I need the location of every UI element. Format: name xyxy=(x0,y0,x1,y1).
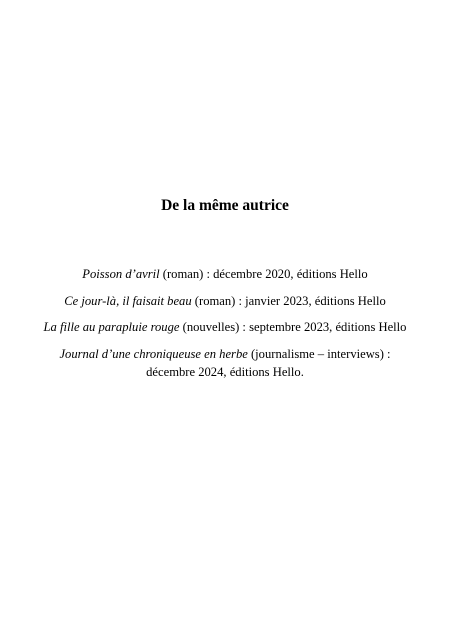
book-details: (roman) : décembre 2020, éditions Hello xyxy=(159,267,368,281)
page-heading: De la même autrice xyxy=(161,197,289,214)
book-details: (roman) : janvier 2023, éditions Hello xyxy=(191,293,386,308)
book-details: (journalisme – interviews) : xyxy=(247,346,391,361)
book-details: (nouvelles) : septembre 2023, éditions Hello xyxy=(179,320,407,334)
book-title: Ce jour-là, il faisait beau xyxy=(64,293,192,308)
book-details-continued: décembre 2024, éditions Hello. xyxy=(146,364,304,379)
bibliography-entry xyxy=(0,345,450,381)
bibliography-list xyxy=(0,265,450,389)
book-title: Journal d’une chroniqueuse en herbe xyxy=(59,346,248,361)
book-title: La fille au parapluie rouge xyxy=(43,320,180,334)
bibliography-entry xyxy=(0,292,450,310)
book-title: Poisson d’avril xyxy=(82,267,160,281)
bibliography-entry xyxy=(0,265,450,283)
bibliography-entry xyxy=(0,318,450,336)
